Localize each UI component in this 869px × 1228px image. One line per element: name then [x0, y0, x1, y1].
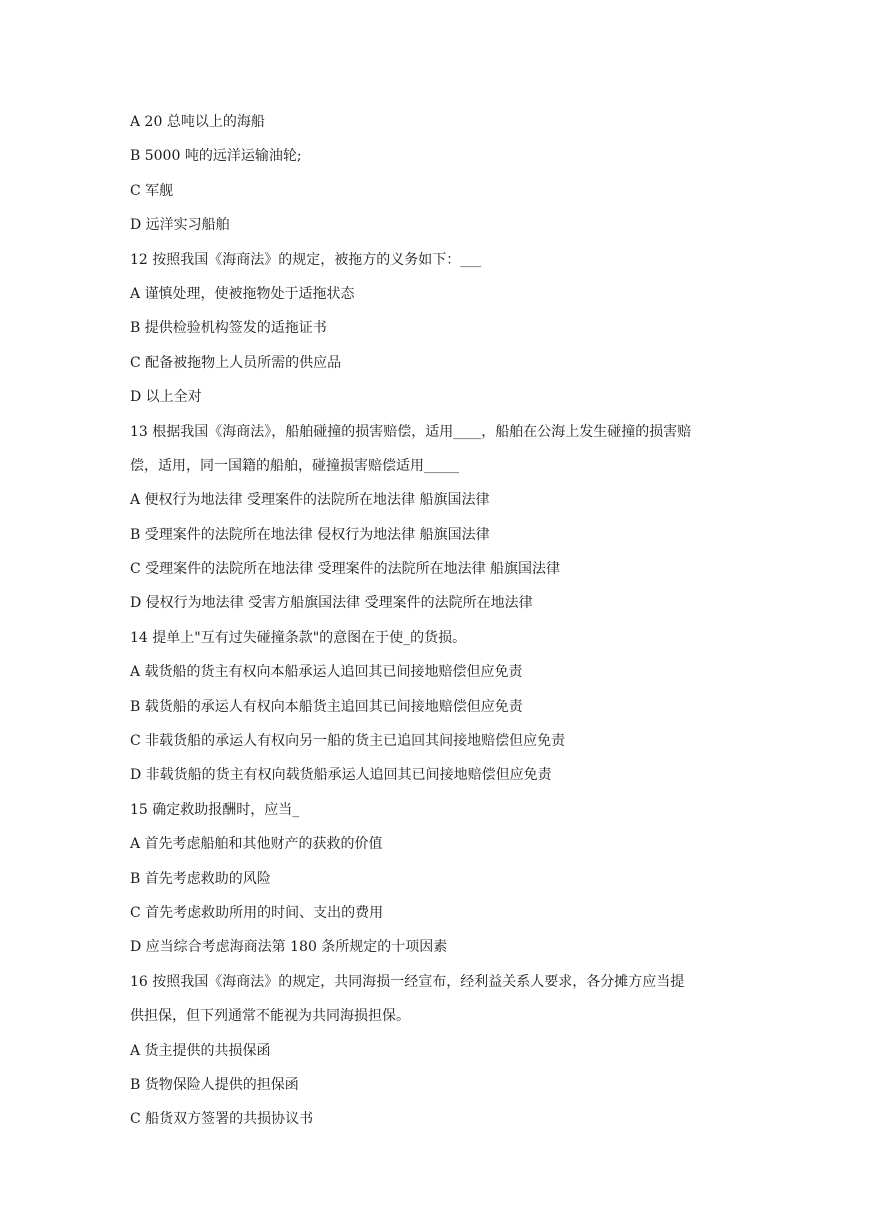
option-line: C 军舰	[130, 182, 174, 199]
option-line: A 载货船的货主有权向本船承运人追回其已间接地赔偿但应免责	[130, 664, 523, 681]
option-line: B 5000 吨的远洋运输油轮;	[130, 148, 302, 165]
question-line: 14 提单上"互有过失碰撞条款"的意图在于使_的货损。	[130, 629, 467, 646]
option-line: A 便权行为地法律 受理案件的法院所在地法律 船旗国法律	[130, 492, 490, 509]
option-line: B 首先考虑救助的风险	[130, 870, 271, 887]
option-line: B 受理案件的法院所在地法律 侵权行为地法律 船旗国法律	[130, 526, 490, 543]
document-body	[130, 110, 745, 1142]
option-line: A 首先考虑船舶和其他财产的获救的价值	[130, 836, 383, 853]
question-line: 15 确定救助报酬时，应当_	[130, 801, 300, 818]
option-line: B 提供检验机构签发的适拖证书	[130, 320, 327, 337]
option-line: D 以上全对	[130, 389, 202, 406]
option-line: D 应当综合考虑海商法第 180 条所规定的十项因素	[130, 939, 448, 956]
option-line: C 配备被拖物上人员所需的供应品	[130, 354, 342, 371]
question-line: 13 根据我国《海商法》，船舶碰撞的损害赔偿，适用____，船舶在公海上发生碰撞的损害赔	[130, 423, 692, 440]
option-line: D 侵权行为地法律 受害方船旗国法律 受理案件的法院所在地法律	[130, 595, 533, 612]
question-line: 12 按照我国《海商法》的规定，被拖方的义务如下：___	[130, 251, 482, 268]
option-line: D 远洋实习船舶	[130, 217, 230, 234]
option-line: C 船货双方签署的共损协议书	[130, 1111, 314, 1128]
option-line: C 首先考虑救助所用的时间、支出的费用	[130, 904, 384, 921]
option-line: A 货主提供的共损保函	[130, 1042, 271, 1059]
option-line: B 货物保险人提供的担保函	[130, 1076, 299, 1093]
option-line: B 载货船的承运人有权向本船货主追回其已间接地赔偿但应免责	[130, 698, 523, 715]
option-line: A 20 总吨以上的海船	[130, 114, 265, 130]
option-line: D 非载货船的货主有权向载货船承运人追回其已间接地赔偿但应免责	[130, 767, 552, 784]
question-line-continued: 供担保，但下列通常不能视为共同海损担保。	[130, 1008, 410, 1025]
option-line: A 谨慎处理，使被拖物处于适拖状态	[130, 285, 355, 302]
question-line-continued: 偿，适用，同一国籍的船舶，碰撞损害赔偿适用_____	[130, 457, 459, 474]
option-line: C 受理案件的法院所在地法律 受理案件的法院所在地法律 船旗国法律	[130, 561, 561, 578]
question-line: 16 按照我国《海商法》的规定，共同海损一经宣布，经利益关系人要求，各分摊方应当提	[130, 973, 685, 990]
option-line: C 非载货船的承运人有权向另一船的货主已追回其间接地赔偿但应免责	[130, 733, 566, 750]
